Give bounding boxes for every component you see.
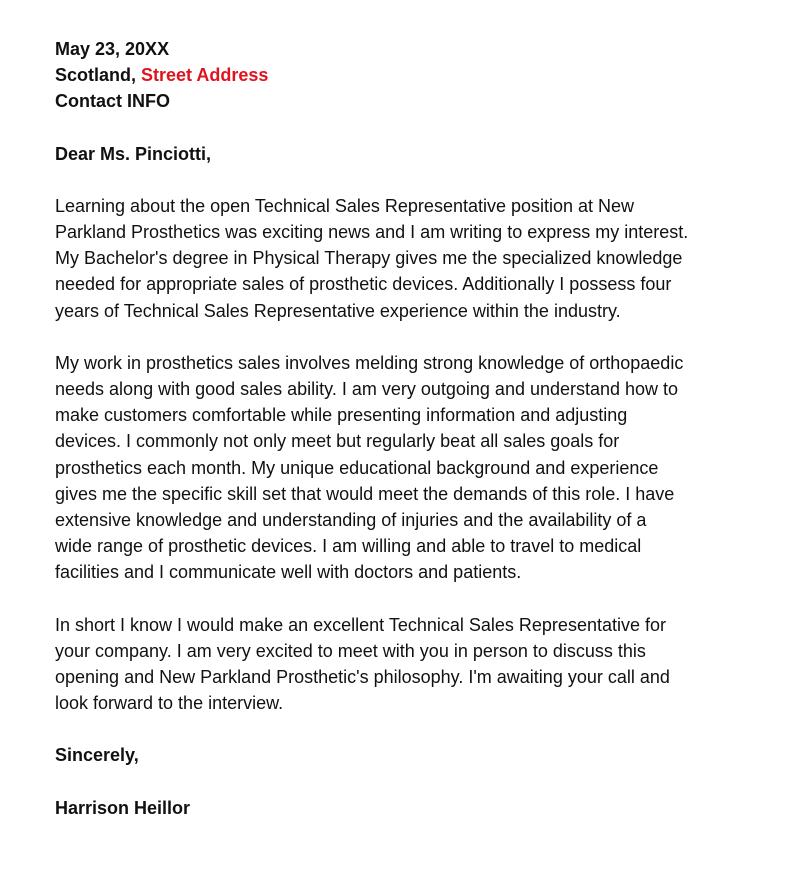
signature-name: Harrison Heillor: [55, 797, 191, 818]
paragraph-line: needs along with good sales ability. I am very outgoing and understand how to: [55, 379, 679, 400]
sender-location: [55, 62, 755, 88]
street-address-placeholder: Street Address: [141, 65, 269, 86]
paragraph-line: your company. I am very excited to meet with you in person to discuss this: [55, 640, 646, 661]
paragraph-line: In short I know I would make an excellent Technical Sales Representative for: [55, 614, 666, 635]
paragraph-line: My work in prosthetics sales involves melding strong knowledge of orthopaedic: [55, 352, 684, 373]
closing: Sincerely,: [55, 745, 139, 766]
salutation: Dear Ms. Pinciotti,: [55, 143, 212, 164]
paragraph-line: My Bachelor's degree in Physical Therapy gives me the specialized knowledge: [55, 248, 683, 269]
paragraph-2: [55, 350, 755, 586]
paragraph-line: gives me the specific skill set that would meet the demands of this role. I have: [55, 483, 675, 504]
paragraph-1: [55, 193, 755, 324]
paragraph-line: needed for appropriate sales of prosthetic devices. Additionally I possess four: [55, 274, 672, 295]
paragraph-line: look forward to the interview.: [55, 693, 284, 714]
paragraph-line: years of Technical Sales Representative experience within the industry.: [55, 300, 621, 321]
letter-header: [55, 36, 755, 115]
paragraph-line: extensive knowledge and understanding of injuries and the availability of a: [55, 510, 647, 531]
paragraph-line: Learning about the open Technical Sales Representative position at New: [55, 195, 635, 216]
contact-info: Contact INFO: [55, 91, 170, 112]
paragraph-line: Parkland Prosthetics was exciting news and I am writing to express my interest.: [55, 222, 689, 243]
paragraph-3: [55, 612, 755, 717]
paragraph-line: prosthetics each month. My unique educational background and experience: [55, 457, 659, 478]
paragraph-line: opening and New Parkland Prosthetic's philosophy. I'm awaiting your call and: [55, 667, 670, 688]
city: Scotland,: [55, 65, 137, 86]
letter-date: May 23, 20XX: [55, 39, 170, 59]
cover-letter: [55, 36, 755, 821]
paragraph-line: facilities and I communicate well with doctors and patients.: [55, 562, 522, 583]
paragraph-line: wide range of prosthetic devices. I am willing and able to travel to medical: [55, 536, 642, 557]
paragraph-line: make customers comfortable while presenting information and adjusting: [55, 405, 628, 426]
paragraph-line: devices. I commonly not only meet but regularly beat all sales goals for: [55, 431, 620, 452]
